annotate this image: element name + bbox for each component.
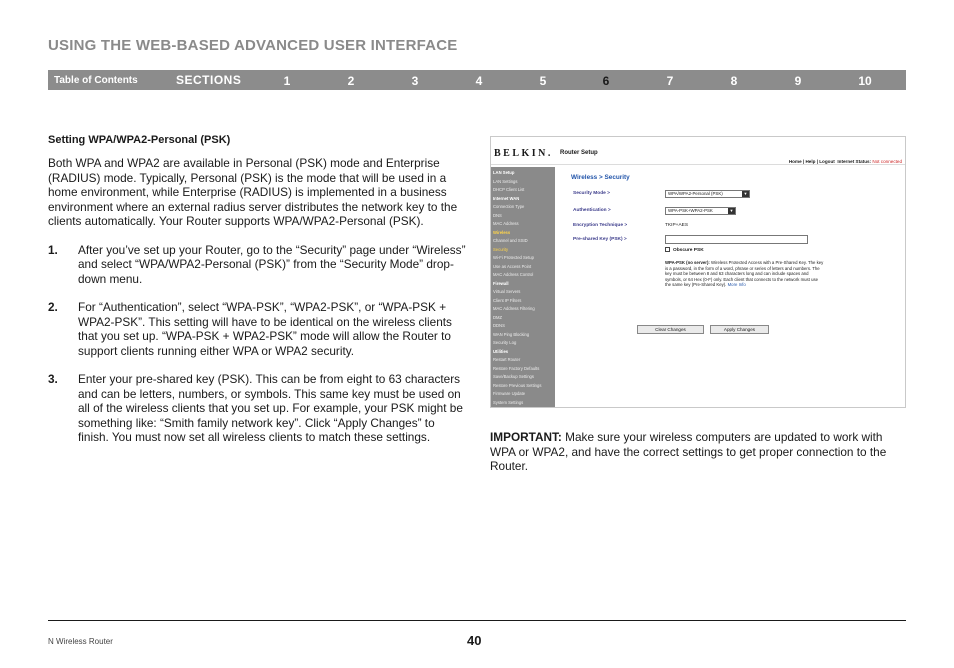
belkin-logo: BELKIN.	[494, 148, 553, 159]
section-link-3[interactable]: 3	[411, 74, 419, 88]
router-sidebar	[491, 167, 555, 408]
router-sidebar-item[interactable]: Restore Factory Defaults	[493, 365, 540, 371]
router-sidebar-item[interactable]: Firewall	[493, 280, 509, 286]
router-sidebar-item[interactable]: Virtual Servers	[493, 289, 521, 294]
important-note	[490, 430, 906, 474]
chevron-down-icon: ▼	[743, 191, 748, 196]
section-link-4[interactable]: 4	[475, 74, 483, 88]
router-sidebar-item[interactable]: MAC Address Filtering	[493, 306, 535, 311]
router-sidebar-item[interactable]: LAN Setup	[493, 170, 515, 175]
page-title: USING THE WEB-BASED ADVANCED USER INTERFACE	[48, 37, 458, 54]
router-sidebar-item[interactable]: Wireless	[493, 229, 511, 235]
table-of-contents-link[interactable]: Table of Contents	[54, 75, 138, 86]
router-nav-links[interactable]: Home | Help | Logout	[788, 159, 835, 164]
router-header	[491, 137, 905, 165]
router-sidebar-item[interactable]: Channel and SSID	[493, 238, 528, 243]
authentication-value: WPA-PSK+WPA2-PSK	[668, 208, 713, 213]
router-sidebar-item[interactable]: Internet WAN	[493, 195, 520, 201]
psk-help-text	[665, 260, 825, 288]
help-body-text: Wireless Protected Access with a Pre-Shared Key. The key is a password, in the form of a word, phrase or series of letters and numbers. The key must be between 8 and 63 characters long and can include spaces and symbols, or 64 Hex (0-F) only. Each client that connects to the network must use the same key (Pre-Shared Key).	[665, 260, 824, 288]
section-link-8[interactable]: 8	[730, 74, 738, 88]
step-item	[48, 243, 466, 287]
footer-divider	[48, 620, 906, 621]
psk-label: Pre-shared Key (PSK) >	[573, 237, 627, 242]
internet-status-value: Not connected	[872, 159, 902, 164]
section-link-9[interactable]: 9	[794, 74, 802, 88]
section-heading: Setting WPA/WPA2-Personal (PSK)	[48, 134, 231, 146]
router-sidebar-item[interactable]: DDNS	[493, 323, 505, 328]
obscure-psk-option[interactable]	[665, 247, 704, 253]
section-link-10[interactable]: 10	[858, 74, 872, 88]
router-main-panel	[555, 167, 905, 407]
router-page-title: Wireless > Security	[571, 174, 630, 181]
router-sidebar-item[interactable]: Firmware Update	[493, 391, 526, 396]
important-label: IMPORTANT:	[490, 430, 562, 444]
step-number: 2.	[48, 300, 58, 314]
router-top-links	[789, 159, 902, 164]
router-sidebar-item[interactable]: WAN Ping Blocking	[493, 331, 530, 337]
router-sidebar-item[interactable]: DHCP Client List	[493, 187, 525, 192]
section-link-7[interactable]: 7	[666, 74, 674, 88]
clear-changes-button[interactable]: Clear Changes	[637, 325, 704, 334]
encryption-label: Encryption Technique >	[573, 223, 628, 228]
step-item	[48, 372, 466, 445]
authentication-select[interactable]	[665, 207, 736, 215]
router-sidebar-item[interactable]: System Settings	[493, 399, 524, 405]
router-sidebar-item[interactable]: Utilities	[493, 348, 509, 354]
authentication-label: Authentication >	[573, 208, 611, 213]
router-sidebar-item[interactable]: Security Log	[493, 340, 517, 345]
step-text: After you’ve set up your Router, go to the “Security” page under “Wireless” and select “WPA/WPA2-Personal (PSK)” from the “Security Mode” drop-down menu.	[78, 242, 466, 286]
sections-label: SECTIONS	[176, 73, 242, 87]
apply-changes-button[interactable]: Apply Changes	[710, 325, 769, 334]
obscure-psk-label: Obscure PSK	[673, 247, 704, 253]
security-mode-value: WPA/WPA2-Personal (PSK)	[668, 191, 723, 196]
section-navbar	[48, 70, 906, 90]
instructions-column	[48, 134, 466, 445]
step-number: 1.	[48, 242, 58, 257]
section-link-6[interactable]: 6	[602, 74, 610, 88]
router-screenshot	[490, 136, 906, 408]
footer-product-name: N Wireless Router	[48, 637, 113, 646]
psk-input[interactable]	[665, 235, 808, 244]
router-sidebar-item[interactable]: Restore Previous Settings	[493, 382, 542, 388]
obscure-psk-checkbox[interactable]	[665, 247, 670, 252]
section-link-2[interactable]: 2	[347, 74, 355, 88]
router-sidebar-item[interactable]: Security	[493, 246, 509, 252]
router-sidebar-item[interactable]: LAN Settings	[493, 178, 518, 184]
router-setup-title: Router Setup	[560, 150, 598, 156]
internet-status-label: Internet Status:	[837, 159, 872, 164]
router-sidebar-item[interactable]: Client IP Filters	[493, 297, 522, 303]
router-sidebar-item[interactable]: Wi-Fi Protected Setup	[493, 255, 534, 260]
router-sidebar-item[interactable]: Save/Backup Settings	[493, 374, 534, 379]
step-number: 3.	[48, 372, 58, 386]
section-link-1[interactable]: 1	[283, 74, 291, 88]
router-sidebar-item[interactable]: DMZ	[493, 314, 503, 320]
security-mode-label: Security Mode >	[573, 191, 610, 196]
router-sidebar-item[interactable]: MAC Address	[493, 221, 519, 226]
router-sidebar-item[interactable]: Use as Access Point	[493, 263, 532, 269]
section-link-5[interactable]: 5	[539, 74, 547, 88]
intro-paragraph: Both WPA and WPA2 are available in Personal (PSK) mode and Enterprise (RADIUS) mode. Typically, Personal (PSK) is the mode that will be used in a home environment, while Enterprise (RADIUS) is implemented in a business environment where an external radius server distributes the network key to the clients automatically. Your Router supports WPA/WPA2-Personal (PSK).	[48, 156, 458, 228]
encryption-value: TKIP+AES	[665, 223, 689, 228]
router-sidebar-item[interactable]: MAC Address Control	[493, 272, 534, 277]
router-sidebar-item[interactable]: Connection Type	[493, 204, 525, 209]
chevron-down-icon: ▼	[729, 208, 734, 213]
router-sidebar-item[interactable]: Restart Router	[493, 357, 521, 362]
router-sidebar-item[interactable]: DNS	[493, 212, 502, 218]
page-number: 40	[467, 633, 482, 648]
step-item	[48, 300, 466, 358]
step-text: Enter your pre-shared key (PSK). This can be from eight to 63 characters and can be letters, numbers, or symbols. This same key must be used on all of the wireless clients that you set up. For example, your PSK might be something like: “Smith family network key”. Click “Apply Changes” to finish. You must now set all wireless clients to match these settings.	[78, 372, 463, 444]
important-text: Make sure your wireless computers are updated to work with WPA or WPA2, and have the correct settings to get proper connection to the Router.	[490, 430, 887, 473]
security-mode-select[interactable]	[665, 190, 750, 198]
help-bold-text: WPA-PSK (no server):	[665, 260, 710, 265]
step-text: For “Authentication”, select “WPA-PSK”, “WPA2-PSK”, or “WPA-PSK + WPA2-PSK”. This setting will have to be identical on the wireless clients that you set up. “WPA-PSK + WPA2-PSK” mode will allow the Router to support clients running either WPA or WPA2 security.	[78, 300, 452, 358]
more-info-link[interactable]: More Info	[727, 282, 746, 288]
